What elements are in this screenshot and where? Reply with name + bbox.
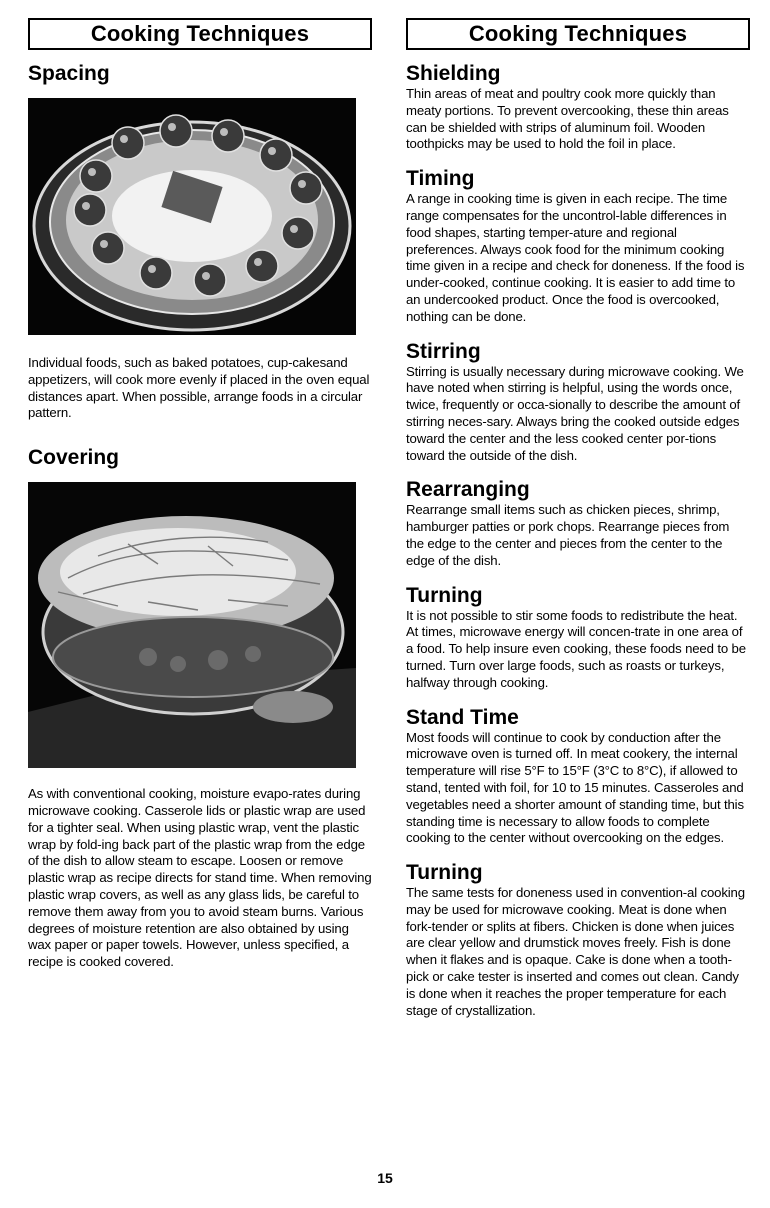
stirring-heading: Stirring — [406, 339, 481, 363]
covering-text: As with conventional cooking, moisture evapo-rates during microwave cooking. Casserole lids or plastic wrap are used for a tighter seal. When using plastic wrap, vent the plastic wrap by fold-ing back part of the plastic wrap from the edge of the dish to allow steam to escape. Loosen or remove plastic wrap as recipe directs for stand time. When removing plastic wrap covers, as well as any glass lids, be careful to remove them away from you to avoid steam burns. Various degrees of moisture retention are also obtained by using wax paper or paper towels. However, unless specified, a recipe is cooked covered. — [28, 786, 372, 970]
spacing-text: Individual foods, such as baked potatoes, cup-cakesand appetizers, will cook more evenly if placed in the oven equal distances apart. When possible, arrange foods in a circular pattern. — [28, 355, 370, 421]
turning-text: It is not possible to stir some foods to redistribute the heat. At times, microwave energy will concen-trate in one area of a food. To help insure even cooking, these foods need to be turned. Turn over large foods, such as roasts or turkeys, halfway through cooking. — [406, 607, 746, 690]
timing-text: A range in cooking time is given in each recipe. The time range compensates for the uncontrol-lable differences in food shapes, starting temper-ature and regional preferences. Always cook food for the minimum cooking time given in a recipe and check for doneness. If the food is under-cooked, continue cooking. It is easier to add time to an undercooked product. Once the food is overcooked, nothing can be done. — [406, 191, 745, 324]
shielding-text: Thin areas of meat and poultry cook more quickly than meaty portions. To prevent overcooking, these thin areas can be shielded with strips of aluminum foil. Wooden toothpicks may be used to hold the foil in place. — [406, 86, 729, 152]
turning-heading: Turning — [406, 583, 483, 607]
right-column — [406, 18, 750, 1019]
turning-2-heading: Turning — [406, 861, 483, 885]
shielding-heading: Shielding — [406, 62, 501, 85]
timing-heading: Timing — [406, 167, 475, 191]
stand-time-heading: Stand Time — [406, 705, 519, 729]
right-banner: Cooking Techniques — [406, 18, 750, 50]
stirring-text: Stirring is usually necessary during microwave cooking. We have noted when stirring is helpful, using the words once, twice, frequently or occa-sionally to describe the amount of stirring neces-sary. Always bring the cooked outside edges toward the center and the less cooked center por-tions toward the outside of the dish. — [406, 363, 744, 463]
covering-heading: Covering — [28, 446, 120, 470]
page-number: 15 — [377, 1170, 393, 1186]
covering-photo — [28, 482, 356, 768]
spacing-heading: Spacing — [28, 62, 110, 85]
turning-2-text: The same tests for doneness used in convention-al cooking may be used for microwave cooking. Meat is done when fork-tender or splits at fibers. Chicken is done when juices are clear yellow and drumstick moves freely. Fish is done when it flakes and is opaque. Cake is done when a tooth-pick or cake tester is inserted and comes out clean. Candy is done when it reaches the proper temperature for each stage of crystallization. — [406, 885, 745, 1018]
rearranging-text: Rearrange small items such as chicken pieces, shrimp, hamburger patties or pork chops. Rearrange pieces from the edge to the center and pieces from the center to the edge of the dish. — [406, 502, 730, 568]
left-column — [28, 18, 372, 971]
stand-time-text: Most foods will continue to cook by conduction after the microwave oven is turned off. In meat cookery, the internal temperature will rise 5°F to 15°F (3°C to 8°C), if allowed to stand, tented with foil, for 10 to 15 minutes. Casseroles and vegetables need a shorter amount of standing time, but this standing time is necessary to allow foods to complete cooking to the center without overcooking on the edges. — [406, 729, 744, 846]
spacing-photo — [28, 98, 356, 335]
left-banner: Cooking Techniques — [28, 18, 372, 50]
rearranging-heading: Rearranging — [406, 478, 530, 502]
